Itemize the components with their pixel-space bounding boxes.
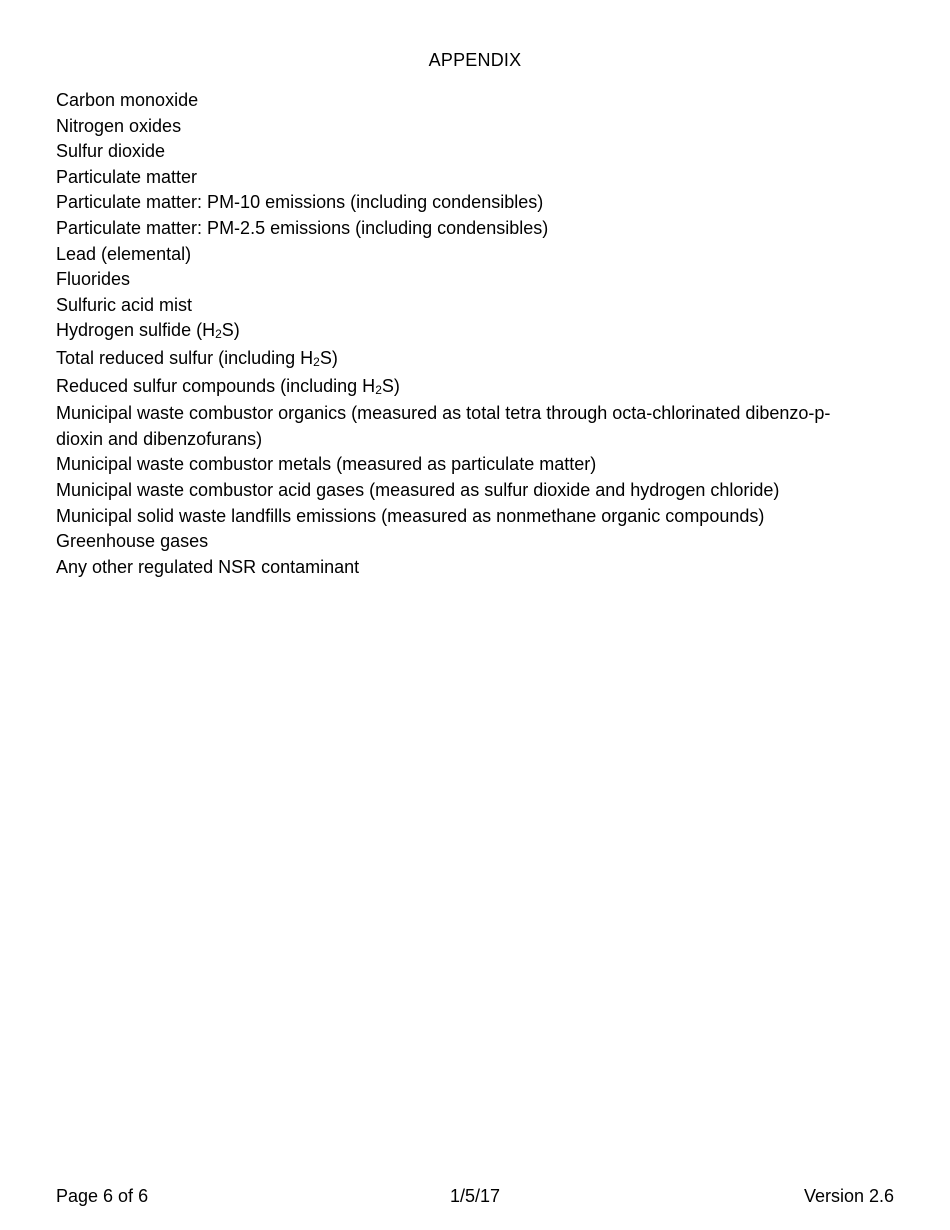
- list-item-text: Total reduced sulfur (including H: [56, 347, 314, 368]
- list-item: Particulate matter: [56, 166, 198, 187]
- list-item: Fluorides: [56, 269, 131, 290]
- list-item: Carbon monoxide: [56, 90, 199, 110]
- list-item-text: S): [381, 375, 400, 396]
- list-item: Municipal waste combustor acid gases (measured as sulfur dioxide and hydrogen chloride): [56, 479, 780, 500]
- subscript: 2: [215, 327, 222, 342]
- list-item: [56, 346, 856, 374]
- pollutant-list: [56, 88, 856, 580]
- list-item-text: S): [319, 347, 338, 368]
- list-item: [56, 318, 856, 346]
- footer-version: Version 2.6: [803, 1186, 894, 1206]
- footer-date: 1/5/17: [449, 1186, 501, 1206]
- list-item-text: Hydrogen sulfide (H: [56, 320, 216, 341]
- subscript: 2: [313, 354, 320, 369]
- list-item: Any other regulated NSR contaminant: [56, 556, 360, 577]
- list-item: Nitrogen oxides: [56, 115, 182, 136]
- list-item: Sulfuric acid mist: [56, 294, 193, 315]
- list-item: Particulate matter: PM-10 emissions (including condensibles): [56, 192, 544, 213]
- list-item: Municipal waste combustor organics (measured as total tetra through octa-chlorinated dibenzo-p-dioxin and dibenzofurans): [56, 403, 831, 449]
- page-title: APPENDIX: [428, 50, 522, 70]
- list-item-text: S): [221, 320, 240, 341]
- list-item: [56, 374, 856, 402]
- subscript: 2: [375, 382, 382, 397]
- footer-page-number: Page 6 of 6: [56, 1186, 149, 1206]
- list-item: Greenhouse gases: [56, 531, 209, 552]
- list-item: Particulate matter: PM-2.5 emissions (including condensibles): [56, 217, 549, 238]
- list-item-text: Reduced sulfur compounds (including H: [56, 375, 376, 396]
- list-item: Sulfur dioxide: [56, 141, 166, 162]
- list-item: Municipal waste combustor metals (measured as particulate matter): [56, 454, 597, 475]
- list-item: Municipal solid waste landfills emissions (measured as nonmethane organic compounds): [56, 505, 765, 526]
- list-item: Lead (elemental): [56, 243, 192, 264]
